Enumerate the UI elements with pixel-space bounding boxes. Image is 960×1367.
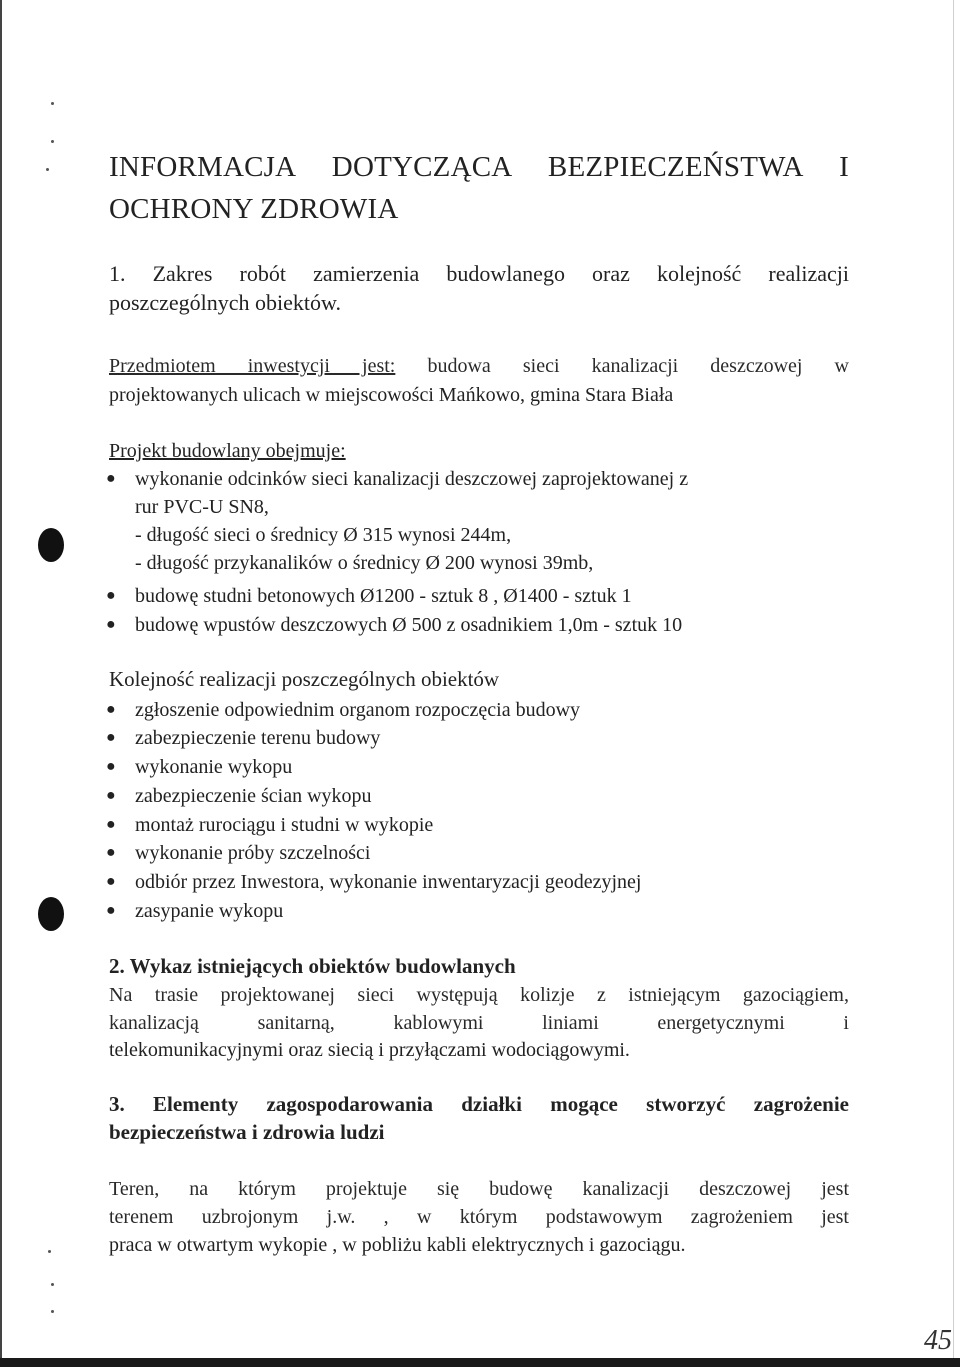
- document-title: [109, 146, 849, 230]
- project-item: ● budowę studni betonowych Ø1200 - sztuk 8 , Ø1400 - sztuk 1: [135, 582, 855, 610]
- order-item: ● odbiór przez Inwestora, wykonanie inwentaryzacji geodezyjnej: [135, 868, 855, 896]
- section-2-line: kanalizacją sanitarną, kablowymi liniami energetycznymi i: [109, 1012, 849, 1034]
- section-1-heading-line-1: 1. Zakres robót zamierzenia budowlanego oraz kolejność realizacji: [109, 261, 849, 286]
- bullet-icon: ●: [106, 816, 116, 833]
- scan-bottom-edge: [0, 1358, 960, 1367]
- scan-left-edge: [0, 0, 2, 1367]
- punch-hole-top: [38, 528, 64, 562]
- scan-speck: [51, 140, 54, 143]
- section-3-line: praca w otwartym wykopie , w pobliżu kabli elektrycznych i gazociągu.: [109, 1234, 686, 1256]
- section-3-line: terenem uzbrojonym j.w. , w którym podstawowym zagrożeniem jest: [109, 1206, 849, 1228]
- section-1-heading-line-2: poszczególnych obiektów.: [109, 290, 341, 315]
- title-line-2: OCHRONY ZDROWIA: [109, 193, 399, 225]
- investment-label: Przedmiotem inwestycji jest:: [109, 355, 396, 377]
- scan-speck: [51, 1283, 54, 1286]
- order-item: ● zasypanie wykopu: [135, 897, 855, 925]
- project-item: ● wykonanie odcinków sieci kanalizacji deszczowej zaprojektowanej z: [135, 465, 855, 493]
- section-2-line: telekomunikacyjnymi oraz siecią i przyłączami wodociągowymi.: [109, 1039, 630, 1061]
- section-3-heading-line-1: 3. Elementy zagospodarowania działki mogące stworzyć zagrożenie: [109, 1092, 849, 1116]
- order-item: ● montaż rurociągu i studni w wykopie: [135, 811, 855, 839]
- bullet-icon: ●: [106, 758, 116, 775]
- order-item: ● wykonanie próby szczelności: [135, 839, 855, 867]
- section-3-line: Teren, na którym projektuje się budowę kanalizacji deszczowej jest: [109, 1178, 849, 1200]
- project-scope-label: Projekt budowlany obejmuje:: [109, 440, 346, 462]
- scan-speck: [48, 1250, 51, 1253]
- order-item: ● zgłoszenie odpowiednim organom rozpoczęcia budowy: [135, 696, 855, 724]
- title-word: DOTYCZĄCA: [331, 151, 513, 183]
- punch-hole-bottom: [38, 897, 64, 931]
- bullet-icon: ●: [106, 587, 116, 604]
- title-word: I: [839, 151, 849, 183]
- handwritten-page-number: 45: [924, 1325, 952, 1356]
- order-item: ● zabezpieczenie terenu budowy: [135, 724, 855, 752]
- section-2-line: Na trasie projektowanej sieci występują kolizje z istniejącym gazociągiem,: [109, 984, 849, 1006]
- project-item-continuation: rur PVC-U SN8,: [135, 496, 269, 518]
- section-3-heading-line-2: bezpieczeństwa i zdrowia ludzi: [109, 1120, 385, 1144]
- title-line-1: [109, 146, 849, 188]
- project-subitem: - długość sieci o średnicy Ø 315 wynosi 244m,: [135, 524, 512, 546]
- project-item: ● budowę wpustów deszczowych Ø 500 z osadnikiem 1,0m - sztuk 10: [135, 611, 855, 639]
- title-word: INFORMACJA: [109, 151, 297, 183]
- bullet-icon: ●: [106, 701, 116, 718]
- scan-right-edge: [953, 0, 954, 1367]
- bullet-icon: ●: [106, 902, 116, 919]
- title-word: BEZPIECZEŃSTWA: [547, 151, 804, 183]
- scan-speck: [51, 1310, 54, 1313]
- order-label: Kolejność realizacji poszczególnych obiektów: [109, 667, 500, 691]
- order-item: ● wykonanie wykopu: [135, 753, 855, 781]
- bullet-icon: ●: [106, 873, 116, 890]
- bullet-icon: ●: [106, 616, 116, 633]
- bullet-icon: ●: [106, 729, 116, 746]
- investment-paragraph-line-1: [109, 352, 849, 380]
- scan-speck: [46, 168, 49, 171]
- investment-text: budowa sieci kanalizacji deszczowej w: [427, 355, 849, 377]
- investment-paragraph-line-2: projektowanych ulicach w miejscowości Mańkowo, gmina Stara Biała: [109, 384, 674, 406]
- section-2-heading: 2. Wykaz istniejących obiektów budowlanych: [109, 954, 516, 978]
- order-item: ● zabezpieczenie ścian wykopu: [135, 782, 855, 810]
- bullet-icon: ●: [106, 844, 116, 861]
- bullet-icon: ●: [106, 470, 116, 487]
- project-subitem: - długość przykanalików o średnicy Ø 200 wynosi 39mb,: [135, 552, 594, 574]
- scan-speck: [51, 102, 54, 105]
- bullet-icon: ●: [106, 787, 116, 804]
